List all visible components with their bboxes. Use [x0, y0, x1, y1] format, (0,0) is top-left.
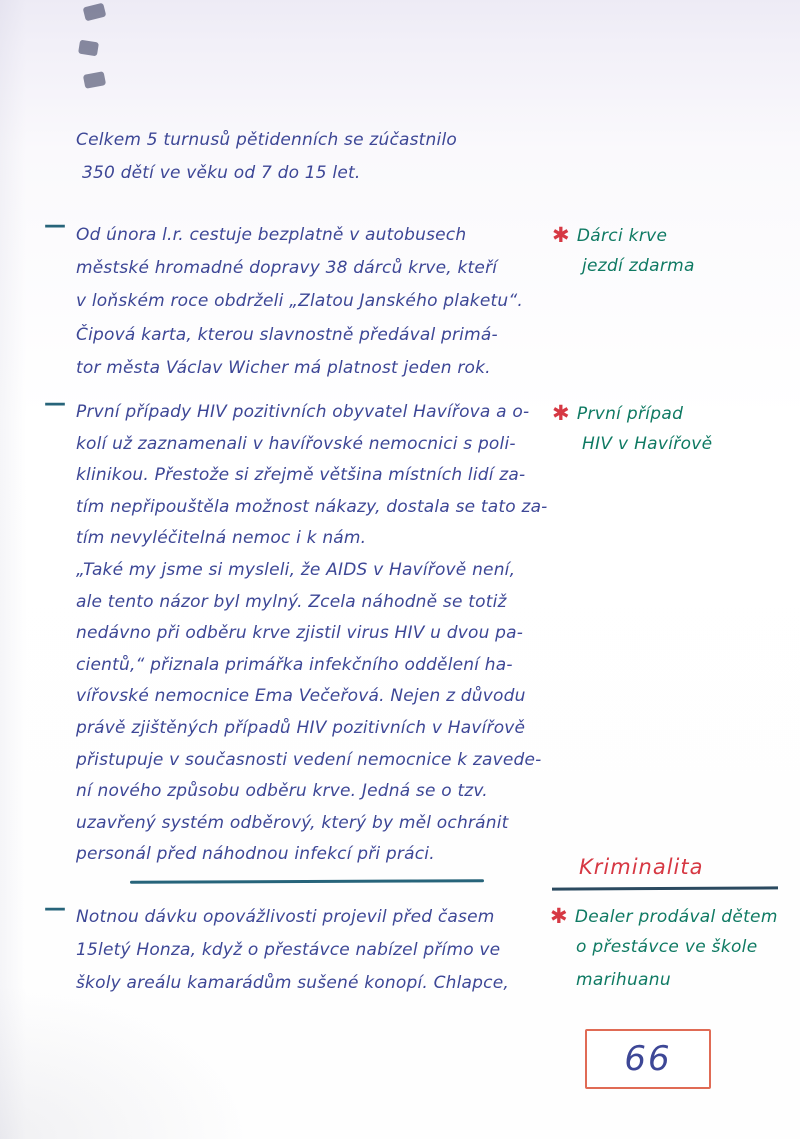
handwritten-line: ní nového způsobu odběru krve. Jedná se o tzv.	[76, 781, 488, 802]
handwritten-line: 350 dětí ve věku od 7 do 15 let.	[82, 163, 361, 184]
margin-note-text: První případ	[576, 404, 684, 424]
handwritten-line: 15letý Honza, když o přestávce nabízel přímo ve	[76, 940, 501, 961]
handwritten-line: právě zjištěných případů HIV pozitivních v Havířově	[76, 717, 526, 738]
margin-note-line: HIV v Havířově	[582, 434, 713, 454]
dash-bullet-icon: —	[44, 391, 66, 416]
page-number: 66	[624, 1039, 672, 1079]
margin-note-line	[550, 901, 778, 932]
handwritten-line: kolí už zaznamenali v havířovské nemocnici s poli-	[76, 433, 516, 454]
handwritten-line: personál před náhodnou infekcí při práci.	[76, 844, 435, 865]
handwritten-line: uzavřený systém odběrový, který by měl ochránit	[76, 812, 509, 833]
handwritten-line: tím nepřipouštěla možnost nákazy, dostala se tato za-	[76, 496, 548, 517]
section-divider	[130, 879, 484, 884]
margin-note-donors	[552, 220, 695, 281]
handwritten-line: klinikou. Přestože si zřejmě většina místních lidí za-	[76, 465, 526, 486]
margin-note-line: o přestávce ve škole	[576, 937, 758, 957]
margin-note-line	[552, 220, 695, 251]
handwritten-line: Celkem 5 turnusů pětidenních se zúčastnilo	[76, 130, 457, 150]
dash-bullet-icon: —	[44, 896, 66, 921]
paragraph-crime	[76, 901, 509, 1001]
page-number-box	[585, 1029, 711, 1089]
handwritten-line: tím nevyléčitelná nemoc i k nám.	[76, 528, 367, 549]
handwritten-line: „Také my jsme si mysleli, že AIDS v Havířově není,	[76, 559, 516, 580]
handwritten-line: ale tento názor byl mylný. Zcela náhodně se totiž	[76, 591, 507, 612]
paragraph-blood-donors	[76, 219, 523, 385]
asterisk-icon: ✱	[552, 401, 570, 425]
handwritten-line: cientů,“ přiznala primářka infekčního oddělení ha-	[76, 654, 513, 675]
ink-mark-icon	[83, 3, 107, 22]
handwritten-line: v loňském roce obdrželi „Zlatou Janského plaketu“.	[76, 291, 523, 312]
heading-underline	[552, 886, 778, 890]
handwritten-line: přistupuje v současnosti vedení nemocnice k zavede-	[76, 749, 542, 770]
handwritten-line: vířovské nemocnice Ema Večeřová. Nejen z důvodu	[76, 686, 526, 707]
handwritten-line: Čipová karta, kterou slavnostně předával primá-	[76, 324, 498, 345]
handwritten-line: školy areálu kamarádům sušené konopí. Chlapce,	[76, 973, 509, 994]
asterisk-icon: ✱	[552, 223, 570, 247]
dash-bullet-icon: —	[44, 213, 66, 238]
margin-note-line	[552, 398, 712, 429]
handwritten-line: První případy HIV pozitivních obyvatel Havířova a o-	[76, 402, 530, 422]
asterisk-icon: ✱	[550, 904, 568, 928]
ink-mark-icon	[78, 40, 99, 57]
intro-paragraph	[76, 124, 457, 190]
margin-note-line: jezdí zdarma	[582, 256, 695, 276]
ink-mark-icon	[83, 71, 106, 89]
handwritten-line: nedávno při odběru krve zjistil virus HIV u dvou pa-	[76, 623, 524, 644]
margin-note-hiv	[552, 398, 712, 459]
margin-note-line: marihuanu	[576, 970, 671, 990]
section-heading-kriminalita: Kriminalita	[579, 855, 704, 879]
margin-note-dealer	[550, 901, 778, 998]
handwritten-line: Notnou dávku opovážlivosti projevil před časem	[76, 907, 495, 927]
handwritten-line: městské hromadné dopravy 38 dárců krve, kteří	[76, 258, 498, 279]
margin-note-text: Dárci krve	[576, 226, 668, 246]
margin-note-text: Dealer prodával dětem	[574, 907, 778, 927]
handwritten-line: tor města Václav Wicher má platnost jeden rok.	[76, 357, 491, 378]
handwritten-line: Od února l.r. cestuje bezplatně v autobusech	[76, 225, 467, 245]
paragraph-hiv-cases	[76, 397, 548, 871]
